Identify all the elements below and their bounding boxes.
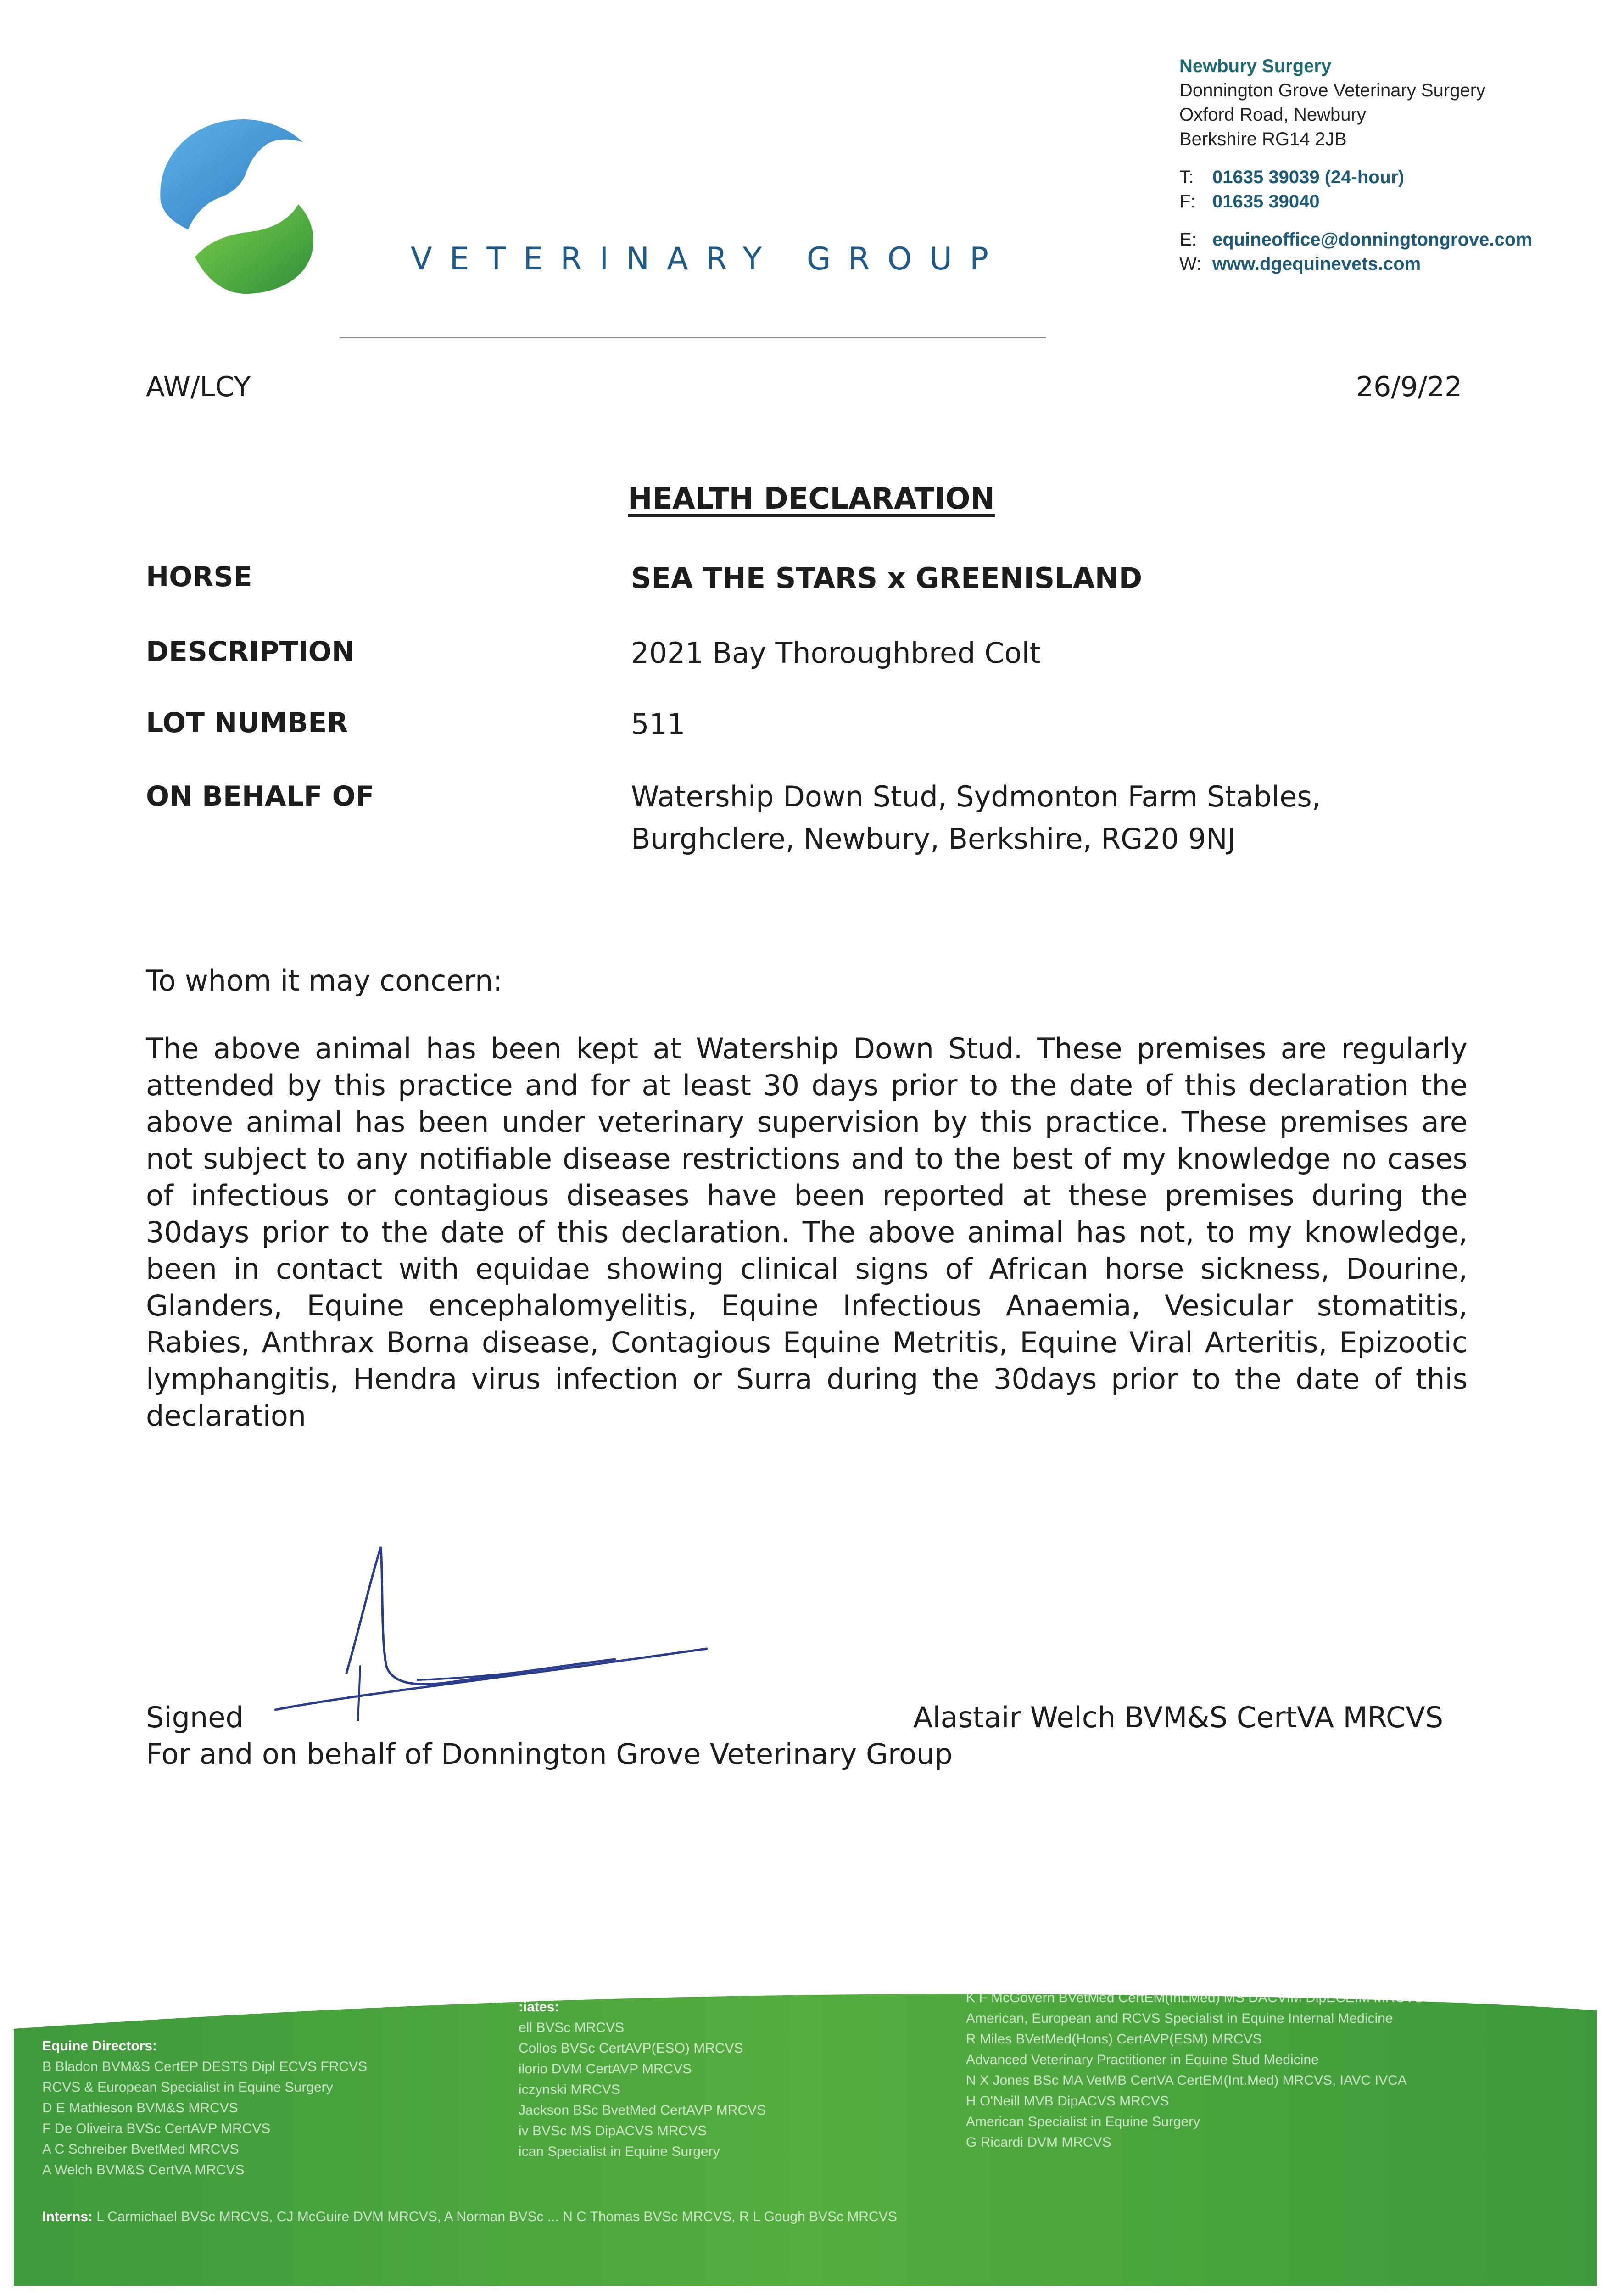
field-label-on-behalf-of: ON BEHALF OF	[146, 780, 374, 812]
directors-heading: Equine Directors:	[42, 2038, 157, 2054]
associates-heading: :iates:	[519, 1999, 559, 2015]
brand-wordmark: VETERINARY GROUP	[411, 241, 1006, 277]
associate-line: ican Specialist in Equine Surgery	[519, 2144, 720, 2159]
field-label-description: DESCRIPTION	[146, 636, 355, 668]
veterinary-group-logo	[151, 106, 344, 298]
on-behalf-line: Burghclere, Newbury, Berkshire, RG20 9NJ	[631, 822, 1236, 856]
director-line: RCVS & European Specialist in Equine Surgery	[42, 2080, 333, 2095]
letter-date: 26/9/22	[1356, 371, 1462, 403]
consultant-line: K F McGovern BVetMed CertEM(Int.Med) MS DACVIM DipECEIM MRCVS	[966, 1990, 1423, 2005]
surgery-name: Newbury Surgery	[1179, 56, 1332, 76]
web-label: W:	[1179, 254, 1202, 274]
phone-line	[1179, 165, 1532, 190]
address-line: Berkshire RG14 2JB	[1179, 129, 1347, 149]
field-label-horse: HORSE	[146, 561, 252, 593]
consultant-line: N X Jones BSc MA VetMB CertVA CertEM(Int.Med) MRCVS, IAVC IVCA	[966, 2073, 1407, 2088]
handwritten-signature	[266, 1528, 725, 1721]
fax-number: 01635 39040	[1212, 191, 1320, 212]
associate-line: Collos BVSc CertAVP(ESO) MRCVS	[519, 2041, 743, 2056]
director-line: D E Mathieson BVM&S MRCVS	[42, 2100, 238, 2116]
document-heading: HEALTH DECLARATION	[628, 482, 995, 516]
fax-line	[1179, 190, 1532, 214]
address-block	[1179, 54, 1532, 276]
phone-number: 01635 39039 (24-hour)	[1212, 167, 1405, 187]
director-line: A C Schreiber BvetMed MRCVS	[42, 2142, 239, 2157]
signed-label: Signed	[146, 1701, 244, 1734]
email-label: E:	[1179, 230, 1197, 250]
signer-name: Alastair Welch BVM&S CertVA MRCVS	[913, 1701, 1444, 1734]
salutation: To whom it may concern:	[146, 964, 503, 997]
associate-line: Jackson BSc BvetMed CertAVP MRCVS	[519, 2103, 766, 2118]
field-value-description: 2021 Bay Thoroughbred Colt	[631, 636, 1041, 670]
fax-label: F:	[1179, 191, 1196, 212]
on-behalf-line: Watership Down Stud, Sydmonton Farm Stables,	[631, 780, 1321, 813]
consultant-line: Advanced Veterinary Practitioner in Equine Stud Medicine	[966, 2052, 1319, 2067]
director-line: B Bladon BVM&S CertEP DESTS Dipl ECVS FRCVS	[42, 2059, 368, 2074]
director-line: A Welch BVM&S CertVA MRCVS	[42, 2162, 245, 2177]
consultants-column	[966, 1987, 1423, 2153]
email-link[interactable]: equineoffice@donningtongrove.com	[1212, 230, 1532, 250]
director-line: F De Oliveira BVSc CertAVP MRCVS	[42, 2121, 271, 2136]
consultant-line: American, European and RCVS Specialist in Equine Internal Medicine	[966, 2011, 1393, 2026]
directors-column	[42, 2036, 367, 2180]
address-line: Donnington Grove Veterinary Surgery	[1179, 80, 1486, 101]
consultant-line: R Miles BVetMed(Hons) CertAVP(ESM) MRCVS	[966, 2032, 1262, 2047]
field-value-on-behalf-of	[631, 776, 1321, 860]
web-line	[1179, 252, 1532, 276]
header-divider	[340, 337, 1046, 338]
associate-line: iczynski MRCVS	[519, 2082, 620, 2097]
field-label-lot-number: LOT NUMBER	[146, 707, 348, 739]
consultant-line: H O'Neill MVB DipACVS MRCVS	[966, 2093, 1169, 2109]
web-link[interactable]: www.dgequinevets.com	[1212, 254, 1421, 274]
reference-code: AW/LCY	[146, 371, 251, 403]
associate-line: ilorio DVM CertAVP MRCVS	[519, 2061, 692, 2077]
interns-label: Interns:	[42, 2209, 93, 2224]
email-line	[1179, 228, 1532, 252]
interns-names: L Carmichael BVSc MRCVS, CJ McGuire DVM MRCVS, A Norman BVSc ... N C Thomas BVSc MRCVS, R L Gough BVSc MRCVS	[96, 2209, 897, 2224]
interns-line	[42, 2209, 897, 2225]
declaration-body: The above animal has been kept at Watership Down Stud. These premises are regularly attended by this practice and for at least 30 days prior to the date of this declaration the above animal has been under veterinary supervision by this practice. These premises are not subject to any notifiable disease restrictions and to the best of my knowledge no cases of infectious or contagious diseases have been reported at these premises during the 30days prior to the date of this declaration. The above animal has not, to my knowledge, been in contact with equidae showing clinical signs of African horse sickness, Dourine, Glanders, Equine encephalomyelitis, Equine Infectious Anaemia, Vesicular stomatitis, Rabies, Anthrax Borna disease, Contagious Equine Metritis, Equine Viral Arteritis, Epizootic lymphangitis, Hendra virus infection or Surra during the 30days prior to the date of this declaration	[146, 1032, 1468, 1433]
consultant-line: G Ricardi DVM MRCVS	[966, 2135, 1111, 2150]
phone-label: T:	[1179, 167, 1194, 187]
associates-column	[519, 1997, 766, 2162]
address-line: Oxford Road, Newbury	[1179, 105, 1366, 125]
field-value-lot-number: 511	[631, 707, 686, 741]
consultant-line: American Specialist in Equine Surgery	[966, 2114, 1200, 2129]
field-value-horse: SEA THE STARS x GREENISLAND	[631, 561, 1143, 595]
on-behalf-statement: For and on behalf of Donnington Grove Veterinary Group	[146, 1737, 953, 1771]
associate-line: iv BVSc MS DipACVS MRCVS	[519, 2123, 707, 2138]
associate-line: ell BVSc MRCVS	[519, 2020, 625, 2035]
